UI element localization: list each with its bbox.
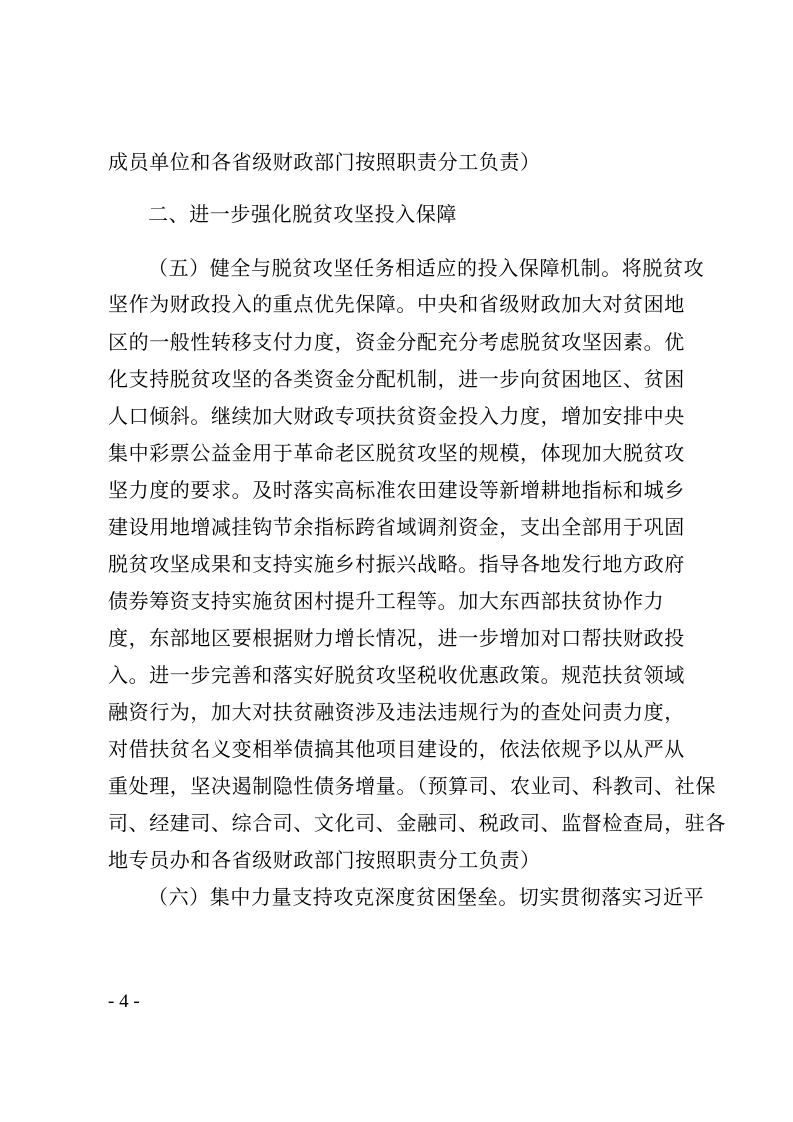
- text-line: 地专员办和各省级财政部门按照职责分工负责）: [108, 848, 541, 872]
- text-line: 对借扶贫名义变相举债搞其他项目建设的，依法依规予以从严从: [108, 737, 685, 761]
- text-line: 坚作为财政投入的重点优先保障。中央和省级财政加大对贫困地: [108, 292, 685, 316]
- text-line: 坚力度的要求。及时落实高标准农田建设等新增耕地指标和城乡: [108, 478, 685, 502]
- text-line: 脱贫攻坚成果和支持实施乡村振兴战略。指导各地发行地方政府: [108, 552, 685, 576]
- text-line: 人口倾斜。继续加大财政专项扶贫资金投入力度，增加安排中央: [108, 404, 685, 428]
- text-line: 入。进一步完善和落实好脱贫攻坚税收优惠政策。规范扶贫领域: [108, 663, 685, 687]
- text-line: 成员单位和各省级财政部门按照职责分工负责）: [108, 150, 541, 174]
- text-line: 重处理，坚决遏制隐性债务增量。（预算司、农业司、科教司、社保: [108, 774, 716, 798]
- text-line: 债券筹资支持实施贫困村提升工程等。加大东西部扶贫协作力: [108, 589, 665, 613]
- paragraph-start-line: （六）集中力量支持攻克深度贫困堡垒。切实贯彻落实习近平: [148, 885, 705, 909]
- text-line: 化支持脱贫攻坚的各类资金分配机制，进一步向贫困地区、贫困: [108, 367, 685, 391]
- text-line: 司、经建司、综合司、文化司、金融司、税政司、监督检查局，驻各: [108, 811, 726, 835]
- text-line: 区的一般性转移支付力度，资金分配充分考虑脱贫攻坚因素。优: [108, 330, 685, 354]
- text-line: 度，东部地区要根据财力增长情况，进一步增加对口帮扶财政投: [108, 626, 685, 650]
- section-heading: 二、进一步强化脱贫攻坚投入保障: [148, 202, 457, 226]
- text-line: 集中彩票公益金用于革命老区脱贫攻坚的规模，体现加大脱贫攻: [108, 441, 685, 465]
- text-line: 建设用地增减挂钩节余指标跨省域调剂资金，支出全部用于巩固: [108, 515, 685, 539]
- text-line: 融资行为，加大对扶贫融资涉及违法违规行为的查处问责力度，: [108, 700, 685, 724]
- paragraph-start-line: （五）健全与脱贫攻坚任务相适应的投入保障机制。将脱贫攻: [148, 256, 705, 280]
- page-number: - 4 -: [108, 991, 140, 1012]
